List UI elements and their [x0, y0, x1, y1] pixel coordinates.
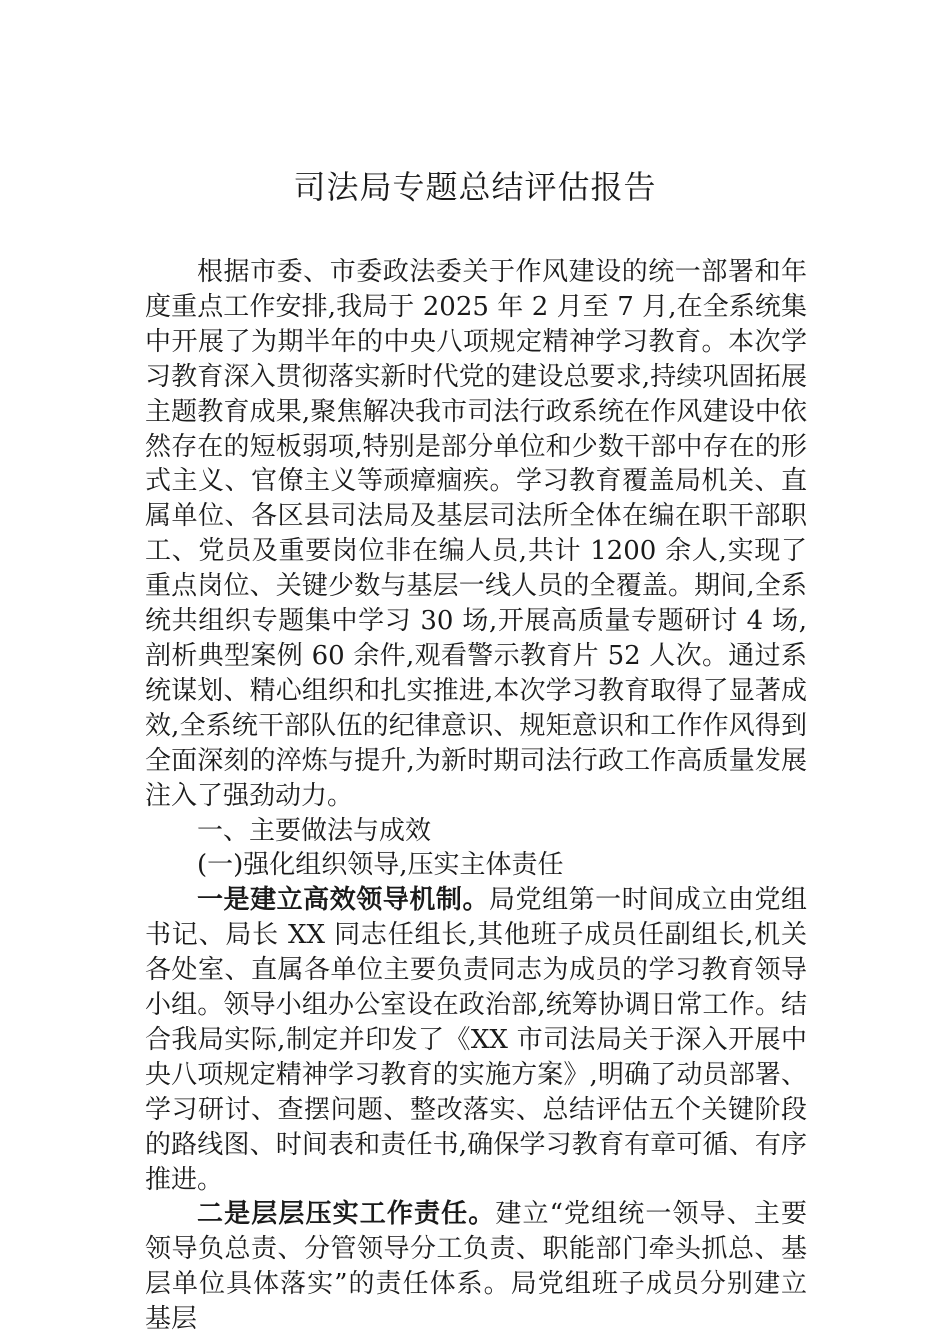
intro-paragraph: 根据市委、市委政法委关于作风建设的统一部署和年度重点工作安排,我局于 2025 年 2 月至 7 月,在全系统集中开展了为期半年的中央八项规定精神学习教育。本次学习教育深入贯彻落实新时代党的建设总要求,持续巩固拓展主题教育成果,聚焦解决我市司法行政系统在作风建设中依然存在的短板弱项,特别是部分单位和少数干部中存在的形式主义、官僚主义等顽瘴痼疾。学习教育覆盖局机关、直属单位、各区县司法局及基层司法所全体在编在职干部职工、党员及重要岗位非在编人员,共计 1200 余人,实现了重点岗位、关键少数与基层一线人员的全覆盖。期间,全系统共组织专题集中学习 30 场,开展高质量专题研讨 4 场,剖析典型案例 60 余件,观看警示教育片 52 人次。通过系统谋划、精心组织和扎实推进,本次学习教育取得了显著成效,全系统干部队伍的纪律意识、规矩意识和工作作风得到全面深刻的淬炼与提升,为新时期司法行政工作高质量发展注入了强劲动力。: [145, 257, 807, 811]
point-two-text: 建立“党组统一领导、主要领导负总责、分管领导分工负责、职能部门牵头抓总、基层单位具体落实”的责任体系。局党组班子成员分别建立基层: [145, 1199, 807, 1335]
section-heading: 一、主要做法与成效: [197, 815, 432, 846]
document-body: [145, 255, 807, 1337]
point-one-paragraph: [145, 883, 807, 1197]
document-title: 司法局专题总结评估报告: [293, 168, 657, 206]
point-two-lead: 二是层层压实工作责任。: [197, 1199, 496, 1230]
point-one-lead: 一是建立高效领导机制。: [197, 885, 489, 916]
subsection-heading: (一)强化组织领导,压实主体责任: [197, 850, 564, 881]
point-two-paragraph: [145, 1197, 807, 1337]
point-one-text: 局党组第一时间成立由党组书记、局长 XX 同志任组长,其他班子成员任副组长,机关各处室、直属各单位主要负责同志为成员的学习教育领导小组。领导小组办公室设在政治部,统筹协调日常工作。结合我局实际,制定并印发了《XX 市司法局关于深入开展中央八项规定精神学习教育的实施方案》,明确了动员部署、学习研讨、查摆问题、整改落实、总结评估五个关键阶段的路线图、时间表和责任书,确保学习教育有章可循、有序推进。: [145, 885, 807, 1195]
